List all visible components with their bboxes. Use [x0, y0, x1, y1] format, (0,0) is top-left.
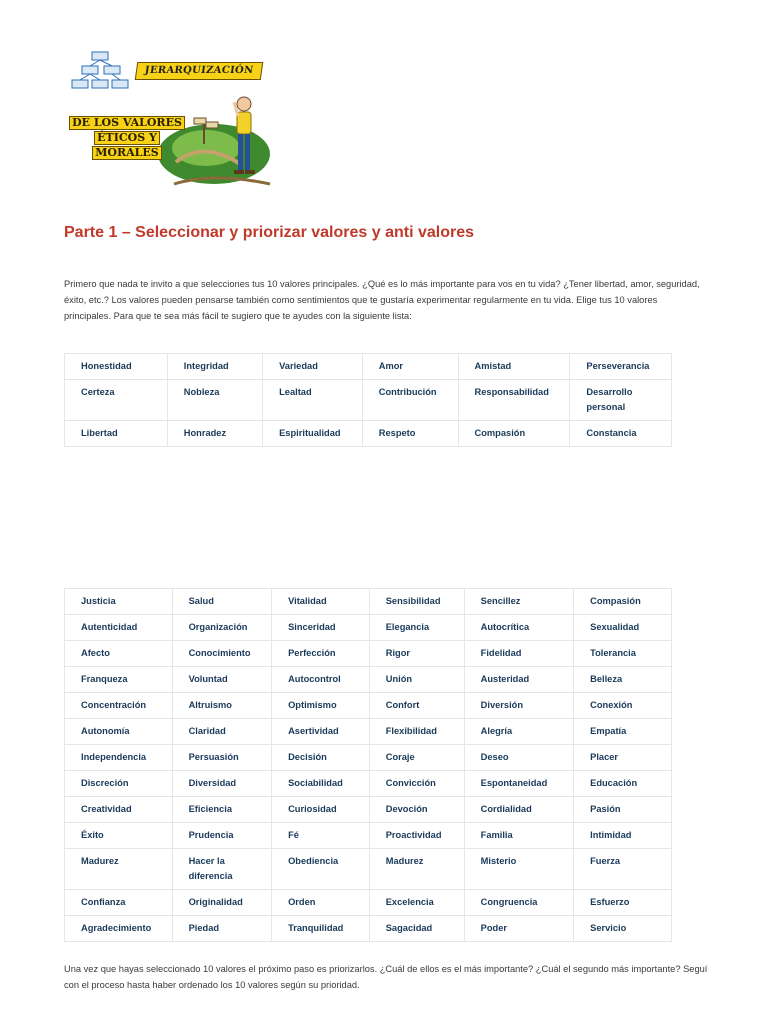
value-cell: Altruismo	[172, 693, 272, 719]
intro-paragraph: Primero que nada te invito a que selecciones tus 10 valores principales. ¿Qué es lo más importante para vos en tu vida? ¿Tener libertad, amor, seguridad, éxito, etc.? Los valores pueden pensarse también como sentimientos que te gustaría experimentar regularmente en tu vida. Elige tus 10 valores principales. Para que te sea más fácil te sugiero que te ayudes con la siguiente lista:	[64, 279, 700, 321]
value-cell: Unión	[369, 667, 464, 693]
table-row	[65, 890, 672, 916]
value-cell: Compasión	[574, 589, 672, 615]
value-cell: Rigor	[369, 641, 464, 667]
value-cell: Vitalidad	[272, 589, 370, 615]
table-row	[65, 823, 672, 849]
value-cell: Libertad	[65, 421, 168, 447]
value-cell: Discreción	[65, 771, 173, 797]
value-cell: Poder	[464, 916, 573, 942]
value-cell: Diversidad	[172, 771, 272, 797]
value-cell: Sinceridad	[272, 615, 370, 641]
table-row	[65, 380, 672, 421]
values-table-primary	[64, 353, 672, 447]
value-cell: Autocontrol	[272, 667, 370, 693]
value-cell: Honestidad	[65, 354, 168, 380]
values-table-extended	[64, 588, 672, 942]
value-cell: Piedad	[172, 916, 272, 942]
value-cell: Concentración	[65, 693, 173, 719]
value-cell: Amistad	[458, 354, 570, 380]
value-cell: Sociabilidad	[272, 771, 370, 797]
value-cell: Organización	[172, 615, 272, 641]
value-cell: Alegría	[464, 719, 573, 745]
value-cell: Servicio	[574, 916, 672, 942]
value-cell: Justicia	[65, 589, 173, 615]
value-cell: Desarrollo personal	[570, 380, 672, 421]
value-cell: Voluntad	[172, 667, 272, 693]
value-cell: Sencillez	[464, 589, 573, 615]
table-row	[65, 615, 672, 641]
value-cell: Contribución	[362, 380, 458, 421]
value-cell: Espontaneidad	[464, 771, 573, 797]
table-row	[65, 719, 672, 745]
value-cell: Perseverancia	[570, 354, 672, 380]
value-cell: Educación	[574, 771, 672, 797]
table-row	[65, 849, 672, 890]
value-cell: Sexualidad	[574, 615, 672, 641]
value-cell: Respeto	[362, 421, 458, 447]
value-cell: Deseo	[464, 745, 573, 771]
value-cell: Integridad	[167, 354, 262, 380]
value-cell: Curiosidad	[272, 797, 370, 823]
table-row	[65, 641, 672, 667]
value-cell: Elegancia	[369, 615, 464, 641]
value-cell: Optimismo	[272, 693, 370, 719]
logo-subtitle-line: DE LOS VALORES	[69, 116, 185, 130]
table-row	[65, 916, 672, 942]
value-cell: Salud	[172, 589, 272, 615]
value-cell: Espiritualidad	[263, 421, 363, 447]
page-title: Parte 1 – Seleccionar y priorizar valores y anti valores	[64, 224, 474, 241]
value-cell: Familia	[464, 823, 573, 849]
logo-subtitle-line: ÉTICOS Y	[94, 131, 160, 145]
table-row	[65, 421, 672, 447]
value-cell: Confianza	[65, 890, 173, 916]
value-cell: Devoción	[369, 797, 464, 823]
table-row	[65, 354, 672, 380]
value-cell: Hacer la diferencia	[172, 849, 272, 890]
table-row	[65, 771, 672, 797]
value-cell: Empatía	[574, 719, 672, 745]
value-cell: Sagacidad	[369, 916, 464, 942]
value-cell: Decisión	[272, 745, 370, 771]
value-cell: Variedad	[263, 354, 363, 380]
value-cell: Tolerancia	[574, 641, 672, 667]
value-cell: Conocimiento	[172, 641, 272, 667]
value-cell: Flexibilidad	[369, 719, 464, 745]
value-cell: Convicción	[369, 771, 464, 797]
value-cell: Certeza	[65, 380, 168, 421]
value-cell: Congruencia	[464, 890, 573, 916]
value-cell: Fuerza	[574, 849, 672, 890]
value-cell: Madurez	[369, 849, 464, 890]
closing-paragraph: Una vez que hayas seleccionado 10 valores el próximo paso es priorizarlos. ¿Cuál de ellos es el más importante? ¿Cuál el segundo más importante? Seguí con el proceso hasta haber ordenado los 10 valores según su prioridad.	[64, 964, 708, 990]
value-cell: Amor	[362, 354, 458, 380]
value-cell: Autenticidad	[65, 615, 173, 641]
table-row	[65, 693, 672, 719]
value-cell: Cordialidad	[464, 797, 573, 823]
table-row	[65, 797, 672, 823]
value-cell: Honradez	[167, 421, 262, 447]
value-cell: Proactividad	[369, 823, 464, 849]
value-cell: Fidelidad	[464, 641, 573, 667]
value-cell: Esfuerzo	[574, 890, 672, 916]
table-row	[65, 745, 672, 771]
value-cell: Conexión	[574, 693, 672, 719]
value-cell: Originalidad	[172, 890, 272, 916]
value-cell: Tranquilidad	[272, 916, 370, 942]
value-cell: Constancia	[570, 421, 672, 447]
value-cell: Afecto	[65, 641, 173, 667]
value-cell: Intimidad	[574, 823, 672, 849]
value-cell: Eficiencia	[172, 797, 272, 823]
value-cell: Diversión	[464, 693, 573, 719]
value-cell: Madurez	[65, 849, 173, 890]
value-cell: Compasión	[458, 421, 570, 447]
value-cell: Orden	[272, 890, 370, 916]
value-cell: Nobleza	[167, 380, 262, 421]
value-cell: Franqueza	[65, 667, 173, 693]
header-illustration	[64, 44, 272, 192]
value-cell: Agradecimiento	[65, 916, 173, 942]
value-cell: Asertividad	[272, 719, 370, 745]
value-cell: Pasión	[574, 797, 672, 823]
value-cell: Persuasión	[172, 745, 272, 771]
value-cell: Confort	[369, 693, 464, 719]
value-cell: Claridad	[172, 719, 272, 745]
logo-subtitle	[68, 116, 186, 161]
value-cell: Excelencia	[369, 890, 464, 916]
value-cell: Belleza	[574, 667, 672, 693]
value-cell: Coraje	[369, 745, 464, 771]
value-cell: Sensibilidad	[369, 589, 464, 615]
value-cell: Prudencia	[172, 823, 272, 849]
value-cell: Perfección	[272, 641, 370, 667]
logo-subtitle-line: MORALES	[92, 146, 162, 160]
value-cell: Responsabilidad	[458, 380, 570, 421]
value-cell: Fé	[272, 823, 370, 849]
logo-text: JERARQUIZACIÓN	[135, 62, 264, 80]
value-cell: Austeridad	[464, 667, 573, 693]
value-cell: Misterio	[464, 849, 573, 890]
value-cell: Independencia	[65, 745, 173, 771]
value-cell: Placer	[574, 745, 672, 771]
value-cell: Lealtad	[263, 380, 363, 421]
table-row	[65, 589, 672, 615]
value-cell: Creatividad	[65, 797, 173, 823]
value-cell: Obediencia	[272, 849, 370, 890]
value-cell: Autonomía	[65, 719, 173, 745]
value-cell: Éxito	[65, 823, 173, 849]
table-row	[65, 667, 672, 693]
value-cell: Autocrítica	[464, 615, 573, 641]
